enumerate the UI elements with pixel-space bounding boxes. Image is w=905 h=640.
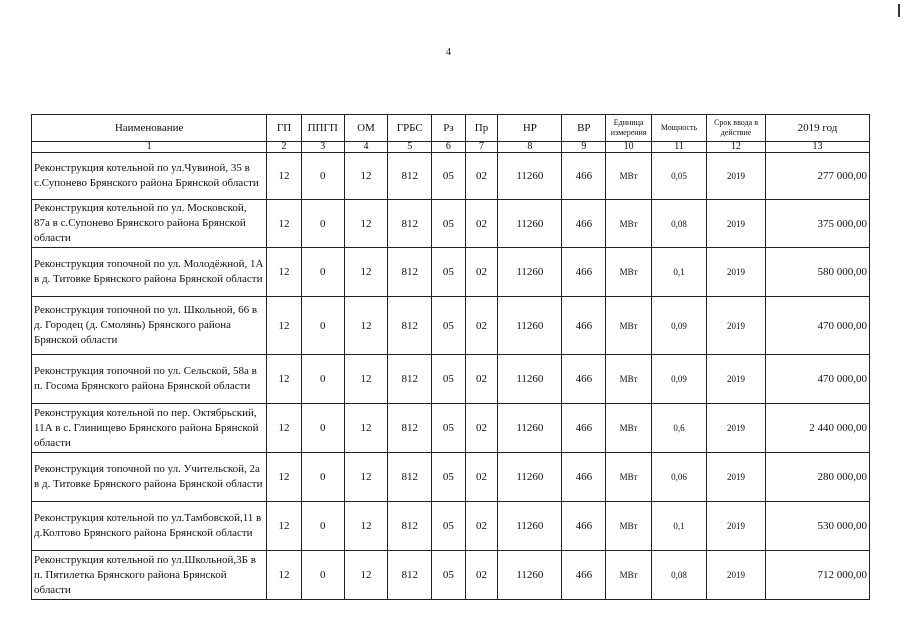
row-ppgp: 0 (301, 502, 344, 551)
row-ppgp: 0 (301, 248, 344, 297)
column-number: 5 (388, 142, 432, 153)
row-grbs: 812 (388, 248, 432, 297)
table-row (32, 502, 870, 551)
row-grbs: 812 (388, 297, 432, 355)
row-amount: 375 000,00 (766, 200, 870, 248)
row-ppgp: 0 (301, 355, 344, 404)
row-year: 2019 (707, 297, 766, 355)
header-pr: Пр (465, 115, 498, 142)
header-year: Срок ввода в действие (707, 115, 766, 142)
row-grbs: 812 (388, 153, 432, 200)
row-ppgp: 0 (301, 551, 344, 600)
row-amount: 2 440 000,00 (766, 404, 870, 453)
row-rz: 05 (432, 551, 466, 600)
row-power: 0,09 (652, 297, 707, 355)
row-gp: 12 (267, 355, 302, 404)
row-rz: 05 (432, 200, 466, 248)
header-grbs: ГРБС (388, 115, 432, 142)
header-row (32, 115, 870, 142)
row-om: 12 (344, 453, 388, 502)
row-om: 12 (344, 200, 388, 248)
table-row (32, 153, 870, 200)
row-year: 2019 (707, 453, 766, 502)
row-name: Реконструкция топочной по ул. Учительской, 2а в д. Титовке Брянского района Брянской области (32, 453, 267, 502)
table-row (32, 404, 870, 453)
row-nr: 11260 (498, 404, 562, 453)
column-number: 9 (562, 142, 606, 153)
table-row (32, 297, 870, 355)
header-amount: 2019 год (766, 115, 870, 142)
row-gp: 12 (267, 297, 302, 355)
row-amount: 277 000,00 (766, 153, 870, 200)
row-amount: 712 000,00 (766, 551, 870, 600)
row-year: 2019 (707, 404, 766, 453)
row-year: 2019 (707, 551, 766, 600)
row-pr: 02 (465, 200, 498, 248)
row-name: Реконструкция топочной по ул. Молодёжной, 1А в д. Титовке Брянского района Брянской области (32, 248, 267, 297)
table-row (32, 453, 870, 502)
row-ppgp: 0 (301, 453, 344, 502)
row-om: 12 (344, 248, 388, 297)
row-pr: 02 (465, 453, 498, 502)
row-power: 0,1 (652, 248, 707, 297)
column-number: 6 (432, 142, 466, 153)
row-vr: 466 (562, 453, 606, 502)
row-rz: 05 (432, 153, 466, 200)
row-rz: 05 (432, 404, 466, 453)
row-om: 12 (344, 297, 388, 355)
column-number-row (32, 142, 870, 153)
row-nr: 11260 (498, 551, 562, 600)
row-power: 0,1 (652, 502, 707, 551)
row-gp: 12 (267, 404, 302, 453)
row-om: 12 (344, 551, 388, 600)
row-nr: 11260 (498, 297, 562, 355)
row-amount: 530 000,00 (766, 502, 870, 551)
row-year: 2019 (707, 200, 766, 248)
row-power: 0,05 (652, 153, 707, 200)
row-unit: МВт (606, 453, 652, 502)
row-om: 12 (344, 355, 388, 404)
row-unit: МВт (606, 248, 652, 297)
row-gp: 12 (267, 153, 302, 200)
row-pr: 02 (465, 355, 498, 404)
row-year: 2019 (707, 248, 766, 297)
column-number: 12 (707, 142, 766, 153)
row-year: 2019 (707, 153, 766, 200)
row-name: Реконструкция топочной по ул. Школьной, 66 в д. Городец (д. Смолянь) Брянского района Брянской области (32, 297, 267, 355)
table-row (32, 355, 870, 404)
header-unit: Единица измерения (606, 115, 652, 142)
row-unit: МВт (606, 404, 652, 453)
column-number: 7 (465, 142, 498, 153)
table-row (32, 200, 870, 248)
header-vr: ВР (562, 115, 606, 142)
row-rz: 05 (432, 453, 466, 502)
row-rz: 05 (432, 355, 466, 404)
column-number: 3 (301, 142, 344, 153)
row-ppgp: 0 (301, 404, 344, 453)
row-om: 12 (344, 404, 388, 453)
row-power: 0,08 (652, 551, 707, 600)
column-number: 4 (344, 142, 388, 153)
column-number: 11 (652, 142, 707, 153)
row-amount: 470 000,00 (766, 297, 870, 355)
row-power: 0,08 (652, 200, 707, 248)
row-nr: 11260 (498, 200, 562, 248)
row-unit: МВт (606, 297, 652, 355)
table-row (32, 551, 870, 600)
row-unit: МВт (606, 200, 652, 248)
row-gp: 12 (267, 248, 302, 297)
row-name: Реконструкция котельной по ул.Тамбовской,11 в д.Колтово Брянского района Брянской области (32, 502, 267, 551)
row-vr: 466 (562, 297, 606, 355)
row-amount: 280 000,00 (766, 453, 870, 502)
row-name: Реконструкция котельной по ул.Чувиной, 35 в с.Супонево Брянского района Брянской области (32, 153, 267, 200)
row-grbs: 812 (388, 200, 432, 248)
row-vr: 466 (562, 551, 606, 600)
row-nr: 11260 (498, 355, 562, 404)
row-name: Реконструкция топочной по ул. Сельской, 58а в п. Госома Брянского района Брянской области (32, 355, 267, 404)
row-nr: 11260 (498, 453, 562, 502)
header-om: ОМ (344, 115, 388, 142)
row-unit: МВт (606, 153, 652, 200)
row-name: Реконструкция котельной по ул.Школьной,3Б в п. Пятилетка Брянского района Брянской области (32, 551, 267, 600)
row-gp: 12 (267, 502, 302, 551)
column-number: 8 (498, 142, 562, 153)
row-name: Реконструкция котельной по ул. Московской, 87а в с.Супонево Брянского района Брянской области (32, 200, 267, 248)
header-ppgp: ППГП (301, 115, 344, 142)
row-unit: МВт (606, 355, 652, 404)
row-year: 2019 (707, 355, 766, 404)
row-amount: 580 000,00 (766, 248, 870, 297)
row-om: 12 (344, 153, 388, 200)
row-unit: МВт (606, 502, 652, 551)
row-pr: 02 (465, 551, 498, 600)
row-vr: 466 (562, 355, 606, 404)
row-pr: 02 (465, 153, 498, 200)
row-pr: 02 (465, 297, 498, 355)
row-gp: 12 (267, 200, 302, 248)
header-gp: ГП (267, 115, 302, 142)
row-vr: 466 (562, 248, 606, 297)
row-gp: 12 (267, 551, 302, 600)
column-number: 2 (267, 142, 302, 153)
row-unit: МВт (606, 551, 652, 600)
row-rz: 05 (432, 297, 466, 355)
row-om: 12 (344, 502, 388, 551)
column-number: 13 (766, 142, 870, 153)
row-ppgp: 0 (301, 200, 344, 248)
row-power: 0,09 (652, 355, 707, 404)
row-pr: 02 (465, 404, 498, 453)
row-ppgp: 0 (301, 153, 344, 200)
row-gp: 12 (267, 453, 302, 502)
column-number: 1 (32, 142, 267, 153)
row-nr: 11260 (498, 153, 562, 200)
row-rz: 05 (432, 248, 466, 297)
row-name: Реконструкция котельной по пер. Октябрьский, 11А в с. Глинищево Брянского района Брянской области (32, 404, 267, 453)
row-nr: 11260 (498, 248, 562, 297)
column-number: 10 (606, 142, 652, 153)
page-number: 4 (446, 47, 451, 58)
row-grbs: 812 (388, 502, 432, 551)
header-name: Наименование (32, 115, 267, 142)
row-grbs: 812 (388, 355, 432, 404)
header-nr: НР (498, 115, 562, 142)
row-vr: 466 (562, 404, 606, 453)
row-power: 0,6 (652, 404, 707, 453)
row-nr: 11260 (498, 502, 562, 551)
row-ppgp: 0 (301, 297, 344, 355)
row-year: 2019 (707, 502, 766, 551)
row-grbs: 812 (388, 453, 432, 502)
row-pr: 02 (465, 248, 498, 297)
budget-table (31, 114, 870, 600)
row-vr: 466 (562, 502, 606, 551)
row-rz: 05 (432, 502, 466, 551)
row-grbs: 812 (388, 404, 432, 453)
table-row (32, 248, 870, 297)
edge-mark (898, 4, 900, 17)
row-vr: 466 (562, 153, 606, 200)
row-power: 0,06 (652, 453, 707, 502)
header-power: Мощность (652, 115, 707, 142)
row-grbs: 812 (388, 551, 432, 600)
row-pr: 02 (465, 502, 498, 551)
header-rz: Рз (432, 115, 466, 142)
row-amount: 470 000,00 (766, 355, 870, 404)
row-vr: 466 (562, 200, 606, 248)
